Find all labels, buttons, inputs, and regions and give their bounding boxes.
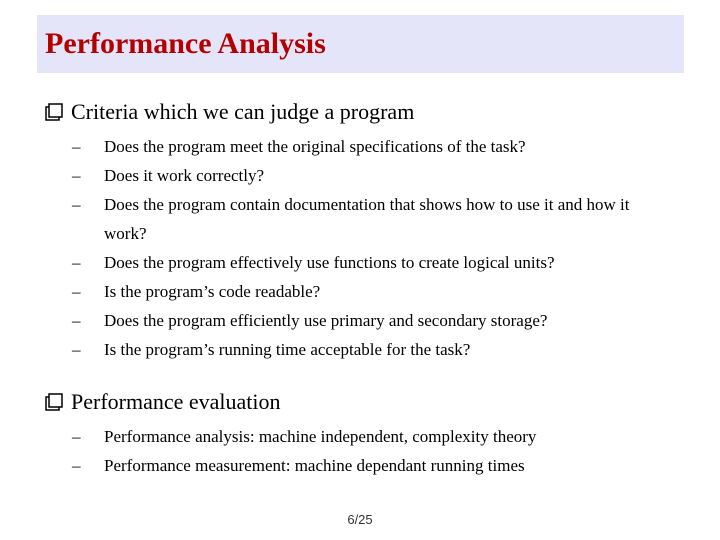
- list-item: – Is the program’s running time acceptable for the task?: [45, 335, 684, 364]
- list-item: – Does the program efficiently use primary and secondary storage?: [45, 306, 684, 335]
- section-criteria: [45, 98, 684, 364]
- dash-marker: –: [72, 427, 81, 446]
- dash-marker: –: [72, 282, 81, 301]
- list-item: – Does the program meet the original specifications of the task?: [45, 132, 684, 161]
- section-heading-row: [45, 388, 684, 420]
- page-number: 6/25: [347, 512, 373, 527]
- section-heading: Criteria which we can judge a program: [71, 99, 415, 124]
- dash-marker: –: [72, 137, 81, 156]
- criteria-list: [45, 132, 684, 364]
- checkbox-icon: [45, 103, 63, 121]
- section-evaluation: [45, 388, 684, 480]
- title-bar: [37, 15, 684, 73]
- dash-marker: –: [72, 340, 81, 359]
- dash-marker: –: [72, 166, 81, 185]
- checkbox-icon: [45, 393, 63, 411]
- slide-title: Performance Analysis: [45, 27, 326, 60]
- list-item: – Performance analysis: machine independent, complexity theory: [45, 422, 684, 451]
- dash-marker: –: [72, 195, 81, 214]
- dash-marker: –: [72, 456, 81, 475]
- list-item: – Is the program’s code readable?: [45, 277, 684, 306]
- dash-marker: –: [72, 253, 81, 272]
- section-heading-row: [45, 98, 684, 130]
- list-item: – Does the program effectively use functions to create logical units?: [45, 248, 684, 277]
- list-item: – Performance measurement: machine dependant running times: [45, 451, 684, 480]
- evaluation-list: [45, 422, 684, 480]
- list-item: – Does the program contain documentation that shows how to use it and how it work?: [45, 190, 684, 248]
- dash-marker: –: [72, 311, 81, 330]
- section-heading: Performance evaluation: [71, 389, 281, 414]
- list-item: – Does it work correctly?: [45, 161, 684, 190]
